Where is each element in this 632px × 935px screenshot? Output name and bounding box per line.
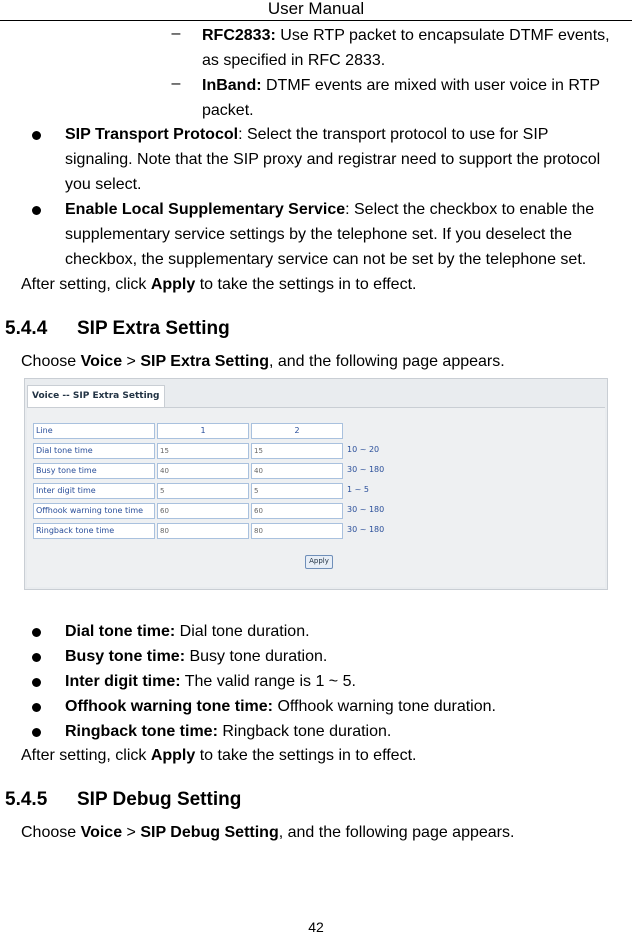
- dash-item-inband-cont: packet.: [202, 102, 254, 119]
- section-title-544: SIP Extra Setting: [77, 318, 230, 339]
- dash-marker: –: [171, 75, 181, 92]
- bullet-icon: [32, 728, 41, 737]
- range-hint: 10 ~ 20: [347, 445, 380, 454]
- bullet-icon: [32, 653, 41, 662]
- bullet-local-supp-line3: checkbox, the supplementary service can not be set by the telephone set.: [65, 251, 587, 268]
- grid-header-col1: 1: [157, 423, 249, 439]
- bullet-dial-tone: Dial tone time: Dial tone duration.: [65, 623, 310, 640]
- range-hint: 30 ~ 180: [347, 505, 385, 514]
- row-label: Ringback tone time: [33, 523, 155, 539]
- bullet-busy-tone: Busy tone time: Busy tone duration.: [65, 648, 328, 665]
- bullet-icon: [32, 628, 41, 637]
- bullet-offhook: Offhook warning tone time: Offhook warning tone duration.: [65, 698, 496, 715]
- section-title-545: SIP Debug Setting: [77, 789, 242, 810]
- row-label: Inter digit time: [33, 483, 155, 499]
- bullet-sip-transport-line3: you select.: [65, 176, 142, 193]
- grid-header-col2: 2: [251, 423, 343, 439]
- bullet-icon: [32, 206, 41, 215]
- bullet-sip-transport: SIP Transport Protocol: Select the transport protocol to use for SIP: [65, 126, 549, 143]
- after-setting-2: After setting, click Apply to take the settings in to effect.: [21, 747, 417, 764]
- line2-input[interactable]: 15: [251, 443, 343, 459]
- apply-button[interactable]: Apply: [305, 555, 333, 569]
- screenshot-panel: [27, 407, 605, 587]
- line1-input[interactable]: 80: [157, 523, 249, 539]
- range-hint: 1 ~ 5: [347, 485, 369, 494]
- screenshot-tab[interactable]: Voice -- SIP Extra Setting: [27, 385, 165, 408]
- line2-input[interactable]: 60: [251, 503, 343, 519]
- bullet-inter-digit: Inter digit time: The valid range is 1 ~ 5.: [65, 673, 356, 690]
- choose-line-1: Choose Voice > SIP Extra Setting, and the following page appears.: [21, 353, 505, 370]
- dash-item-rfc2833-cont: as specified in RFC 2833.: [202, 52, 386, 69]
- dash-item-rfc2833: RFC2833: Use RTP packet to encapsulate DTMF events,: [202, 27, 610, 44]
- grid-header-label: Line: [33, 423, 155, 439]
- bullet-icon: [32, 678, 41, 687]
- header-title: User Manual: [267, 0, 365, 18]
- line2-input[interactable]: 80: [251, 523, 343, 539]
- line1-input[interactable]: 15: [157, 443, 249, 459]
- bullet-icon: [32, 703, 41, 712]
- bullet-ringback: Ringback tone time: Ringback tone duration.: [65, 723, 392, 740]
- page-number: 42: [308, 919, 324, 935]
- range-hint: 30 ~ 180: [347, 525, 385, 534]
- choose-line-2: Choose Voice > SIP Debug Setting, and the following page appears.: [21, 824, 515, 841]
- bullet-sip-transport-line2: signaling. Note that the SIP proxy and registrar need to support the protocol: [65, 151, 601, 168]
- section-number-545: 5.4.5: [5, 789, 48, 810]
- section-number-544: 5.4.4: [5, 318, 48, 339]
- page-header: [0, 0, 632, 21]
- dash-item-inband: InBand: DTMF events are mixed with user voice in RTP: [202, 77, 601, 94]
- line1-input[interactable]: 60: [157, 503, 249, 519]
- line2-input[interactable]: 40: [251, 463, 343, 479]
- dash-marker: –: [171, 25, 181, 42]
- sip-extra-setting-screenshot: [24, 378, 608, 590]
- line1-input[interactable]: 5: [157, 483, 249, 499]
- row-label: Offhook warning tone time: [33, 503, 155, 519]
- bullet-local-supp-line2: supplementary service settings by the telephone set. If you deselect the: [65, 226, 572, 243]
- row-label: Busy tone time: [33, 463, 155, 479]
- range-hint: 30 ~ 180: [347, 465, 385, 474]
- line2-input[interactable]: 5: [251, 483, 343, 499]
- bullet-icon: [32, 131, 41, 140]
- row-label: Dial tone time: [33, 443, 155, 459]
- bullet-local-supp: Enable Local Supplementary Service: Select the checkbox to enable the: [65, 201, 595, 218]
- after-setting-1: After setting, click Apply to take the settings in to effect.: [21, 276, 417, 293]
- line1-input[interactable]: 40: [157, 463, 249, 479]
